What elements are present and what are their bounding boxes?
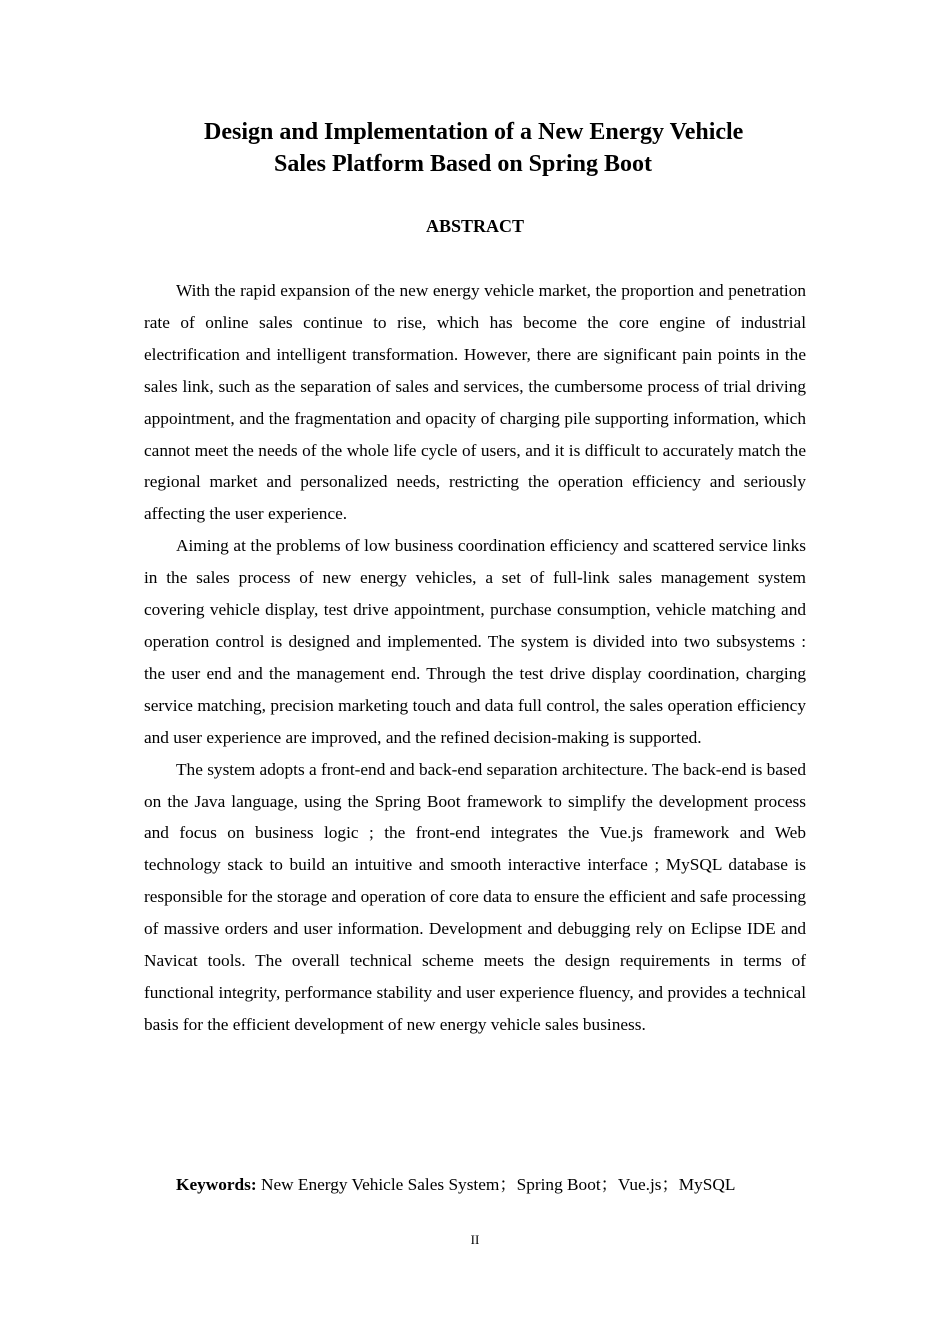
keywords-line [176,1171,816,1199]
abstract-paragraph-1: With the rapid expansion of the new energy vehicle market, the proportion and penetration rate of online sales continue to rise, which has become the core engine of industrial electrification and intelligent transformation. However, there are significant pain points in the sales link, such as the separation of sales and services, the cumbersome process of trial driving appointment, and the fragmentation and opacity of charging pile supporting information, which cannot meet the needs of the whole life cycle of users, and it is difficult to accurately match the regional market and personalized needs, restricting the operation efficiency and seriously affecting the user experience. [144,281,806,524]
abstract-paragraph-2: Aiming at the problems of low business coordination efficiency and scattered service links in the sales process of new energy vehicles, a set of full-link sales management system covering vehicle display, test drive appointment, purchase consumption, vehicle matching and operation control is designed and implemented. The system is divided into two subsystems : the user end and the management end. Through the test drive display coordination, charging service matching, precision marketing touch and data full control, the sales operation efficiency and user experience are improved, and the refined decision-making is supported. [144,536,806,747]
abstract-heading: ABSTRACT [425,216,525,236]
document-title-line-1: Design and Implementation of a New Energy Vehicle [204,119,744,145]
abstract-paragraph-3: The system adopts a front-end and back-end separation architecture. The back-end is based on the Java language, using the Spring Boot framework to simplify the development process and focus on business logic ; the front-end integrates the Vue.js framework and Web technology stack to build an intuitive and smooth interactive interface ; MySQL database is responsible for the storage and operation of core data to ensure the efficient and safe processing of massive orders and user information. Development and debugging rely on Eclipse IDE and Navicat tools. The overall technical scheme meets the design requirements in terms of functional integrity, performance stability and user experience fluency, and provides a technical basis for the efficient development of new energy vehicle sales business. [144,759,806,1034]
document-title-line-2: Sales Platform Based on Spring Boot [274,151,653,177]
keywords-label: Keywords: [176,1175,257,1194]
page-number: II [470,1232,480,1247]
abstract-body [144,275,806,1041]
keywords-value: New Energy Vehicle Sales System；Spring Boot；Vue.js；MySQL [256,1175,736,1194]
